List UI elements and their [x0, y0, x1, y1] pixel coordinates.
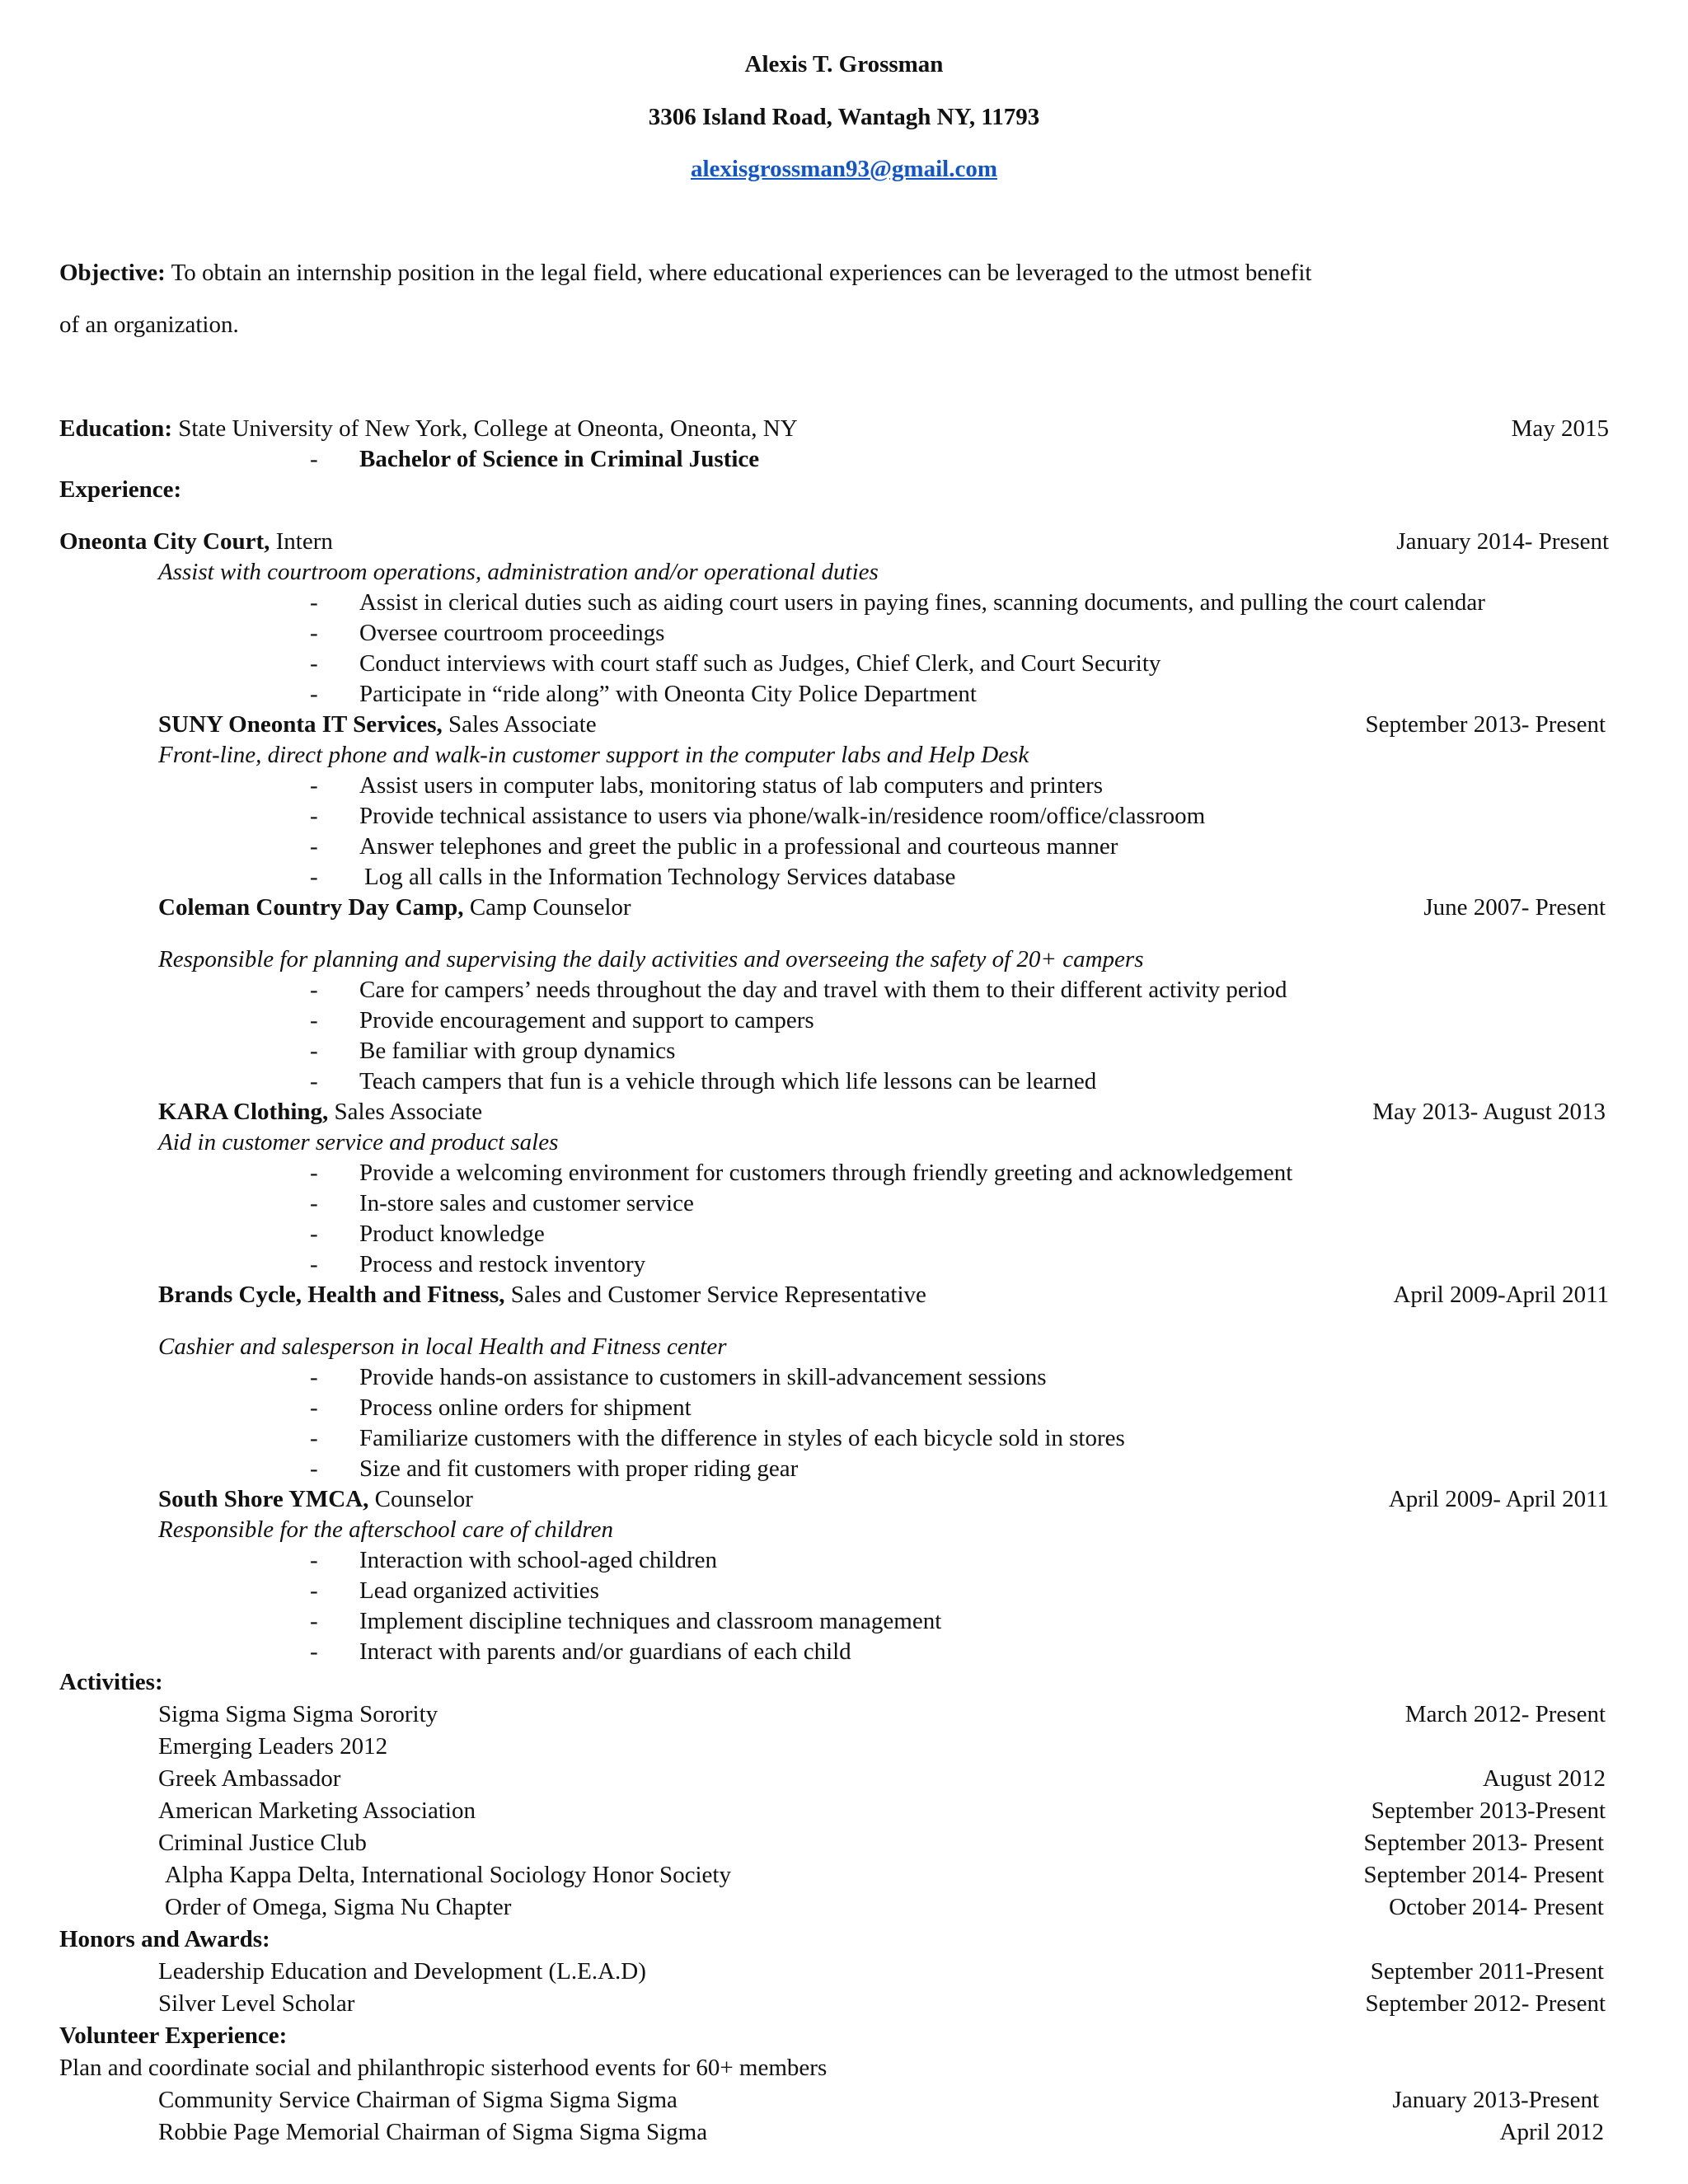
dash-icon: - — [310, 1364, 318, 1390]
experience-label: Experience: — [59, 476, 182, 503]
activity-item: American Marketing Association — [158, 1797, 476, 1824]
honor-date: September 2012- Present — [1365, 1990, 1606, 2017]
candidate-name: Alexis T. Grossman — [744, 51, 944, 77]
activity-date: September 2014- Present — [1363, 1862, 1604, 1888]
dash-icon: - — [310, 650, 318, 677]
activities-label: Activities: — [59, 1669, 163, 1695]
honor-item: Silver Level Scholar — [158, 1990, 355, 2017]
dash-icon: - — [310, 1038, 318, 1064]
job-bullet-text: Interaction with school-aged children — [359, 1547, 718, 1573]
job-date-4: April 2009-April 2011 — [1393, 1282, 1609, 1308]
job-role: Sales Associate — [334, 1099, 483, 1125]
dash-icon: - — [310, 1394, 318, 1421]
job-employer: KARA Clothing, — [158, 1099, 329, 1125]
dash-icon: - — [310, 1638, 318, 1665]
job-role: Intern — [275, 528, 333, 555]
job-bullet-text: Lead organized activities — [359, 1577, 599, 1604]
volunteer-item: Robbie Page Memorial Chairman of Sigma Sigma Sigma — [158, 2119, 708, 2145]
dash-icon: - — [310, 803, 318, 829]
job-bullet-text: Be familiar with group dynamics — [359, 1038, 676, 1064]
job-role: Camp Counselor — [469, 894, 631, 921]
job-bullet-text: Implement discipline techniques and classroom management — [359, 1608, 942, 1634]
job-role: Counselor — [374, 1486, 473, 1512]
job-summary-4: Cashier and salesperson in local Health and Fitness center — [158, 1333, 727, 1360]
job-bullet-text: Product knowledge — [359, 1221, 545, 1247]
dash-icon: - — [310, 1547, 318, 1573]
candidate-address: 3306 Island Road, Wantagh NY, 11793 — [648, 104, 1040, 130]
dash-icon: - — [310, 1608, 318, 1634]
objective-text-1: To obtain an internship position in the legal field, where educational experiences can be leveraged to the utmost benefit — [171, 260, 1312, 286]
job-bullet-text: Participate in “ride along” with Oneonta City Police Department — [359, 681, 977, 707]
job-title-2 — [158, 893, 631, 922]
activity-item: Emerging Leaders 2012 — [158, 1733, 388, 1760]
objective-text-2: of an organization. — [59, 312, 239, 338]
education-degree: Bachelor of Science in Criminal Justice — [359, 446, 760, 472]
job-bullet-text: Familiarize customers with the difference in styles of each bicycle sold in stores — [359, 1425, 1125, 1451]
dash-icon: - — [310, 833, 318, 860]
dash-icon: - — [310, 681, 318, 707]
activity-date: September 2013- Present — [1363, 1830, 1604, 1856]
objective-line-1 — [59, 258, 1311, 288]
job-bullet-text: Care for campers’ needs throughout the day and travel with them to their different activity period — [359, 977, 1287, 1003]
volunteer-date: April 2012 — [1499, 2119, 1604, 2145]
dash-icon: - — [310, 1577, 318, 1604]
dash-icon: - — [310, 1160, 318, 1186]
volunteer-label: Volunteer Experience: — [59, 2022, 288, 2049]
activity-item: Order of Omega, Sigma Nu Chapter — [165, 1894, 512, 1920]
job-employer: Brands Cycle, Health and Fitness, — [158, 1282, 505, 1308]
dash-icon: - — [310, 772, 318, 799]
job-title-0 — [59, 527, 333, 556]
job-bullet-text: Log all calls in the Information Technology Services database — [364, 864, 956, 890]
job-bullet-text: Answer telephones and greet the public in a professional and courteous manner — [359, 833, 1118, 860]
dash-icon: - — [310, 977, 318, 1003]
job-bullet-text: Provide a welcoming environment for customers through friendly greeting and acknowledgement — [359, 1160, 1293, 1186]
job-title-5 — [158, 1484, 473, 1514]
job-title-4 — [158, 1280, 926, 1310]
education-date: May 2015 — [1511, 415, 1609, 442]
job-date-3: May 2013- August 2013 — [1372, 1099, 1606, 1125]
job-bullet-text: Provide technical assistance to users via phone/walk-in/residence room/office/classroom — [359, 803, 1206, 829]
honor-item: Leadership Education and Development (L.E.A.D) — [158, 1958, 646, 1985]
job-bullet-text: Size and fit customers with proper riding gear — [359, 1455, 799, 1482]
job-employer: SUNY Oneonta IT Services, — [158, 711, 443, 738]
job-summary-2: Responsible for planning and supervising the daily activities and overseeing the safety of 20+ campers — [158, 946, 1144, 972]
job-date-1: September 2013- Present — [1365, 711, 1606, 738]
job-bullet-text: In-store sales and customer service — [359, 1190, 694, 1216]
job-date-2: June 2007- Present — [1423, 894, 1606, 921]
objective-label: Objective: — [59, 260, 166, 286]
dash-icon: - — [310, 1455, 318, 1482]
job-bullet-text: Assist in clerical duties such as aiding court users in paying fines, scanning documents, and pulling the court calendar — [359, 589, 1485, 616]
dash-icon: - — [310, 589, 318, 616]
job-summary-5: Responsible for the afterschool care of children — [158, 1516, 613, 1543]
job-title-1 — [158, 710, 597, 739]
activity-item: Alpha Kappa Delta, International Sociology Honor Society — [165, 1862, 731, 1888]
dash-icon: - — [310, 1190, 318, 1216]
job-employer: South Shore YMCA, — [158, 1486, 369, 1512]
activity-item: Greek Ambassador — [158, 1765, 341, 1792]
job-employer: Oneonta City Court, — [59, 528, 270, 555]
volunteer-item: Community Service Chairman of Sigma Sigma Sigma — [158, 2087, 678, 2113]
dash-icon: - — [310, 864, 318, 890]
job-employer: Coleman Country Day Camp, — [158, 894, 464, 921]
dash-icon: - — [310, 1221, 318, 1247]
email-link[interactable]: alexisgrossman93@gmail.com — [690, 156, 997, 182]
volunteer-date: January 2013-Present — [1392, 2087, 1599, 2113]
dash-icon: - — [310, 446, 318, 472]
activity-date: August 2012 — [1482, 1765, 1606, 1792]
activity-date: September 2013-Present — [1371, 1797, 1606, 1824]
job-bullet-text: Conduct interviews with court staff such as Judges, Chief Clerk, and Court Security — [359, 650, 1161, 677]
job-summary-1: Front-line, direct phone and walk-in customer support in the computer labs and Help Desk — [158, 742, 1029, 768]
job-role: Sales and Customer Service Representative — [510, 1282, 926, 1308]
education-school: State University of New York, College at Oneonta, Oneonta, NY — [178, 415, 798, 442]
education-line — [59, 414, 798, 443]
job-bullet-text: Process online orders for shipment — [359, 1394, 692, 1421]
job-title-3 — [158, 1097, 482, 1127]
job-summary-3: Aid in customer service and product sales — [158, 1129, 559, 1155]
dash-icon: - — [310, 1425, 318, 1451]
job-bullet-text: Assist users in computer labs, monitoring status of lab computers and printers — [359, 772, 1104, 799]
job-bullet-text: Provide hands-on assistance to customers in skill-advancement sessions — [359, 1364, 1047, 1390]
job-role: Sales Associate — [448, 711, 597, 738]
dash-icon: - — [310, 1068, 318, 1094]
job-date-0: January 2014- Present — [1396, 528, 1609, 555]
job-bullet-text: Teach campers that fun is a vehicle through which life lessons can be learned — [359, 1068, 1097, 1094]
honor-date: September 2011-Present — [1370, 1958, 1604, 1985]
job-bullet-text: Interact with parents and/or guardians of each child — [359, 1638, 851, 1665]
honors-label: Honors and Awards: — [59, 1926, 270, 1952]
dash-icon: - — [310, 1251, 318, 1277]
email-container — [0, 156, 1688, 183]
job-bullet-text: Oversee courtroom proceedings — [359, 620, 665, 646]
education-label: Education: — [59, 415, 172, 442]
activity-item: Sigma Sigma Sigma Sorority — [158, 1701, 438, 1727]
job-bullet-text: Provide encouragement and support to campers — [359, 1007, 814, 1033]
job-bullet-text: Process and restock inventory — [359, 1251, 646, 1277]
activity-date: October 2014- Present — [1389, 1894, 1604, 1920]
activity-date: March 2012- Present — [1404, 1701, 1606, 1727]
dash-icon: - — [310, 620, 318, 646]
job-date-5: April 2009- April 2011 — [1388, 1486, 1609, 1512]
activity-item: Criminal Justice Club — [158, 1830, 367, 1856]
dash-icon: - — [310, 1007, 318, 1033]
volunteer-summary: Plan and coordinate social and philanthropic sisterhood events for 60+ members — [59, 2055, 828, 2081]
job-summary-0: Assist with courtroom operations, administration and/or operational duties — [158, 559, 879, 585]
